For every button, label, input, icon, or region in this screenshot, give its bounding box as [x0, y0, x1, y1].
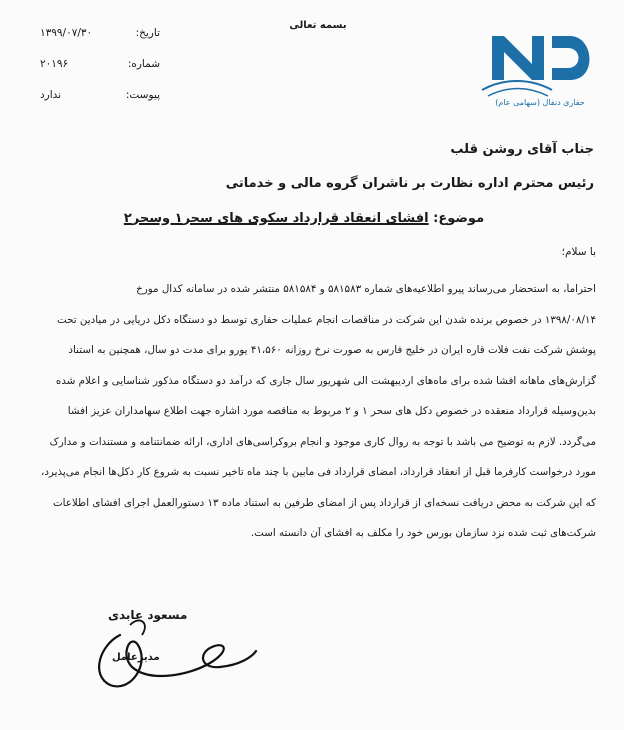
- signatory-name: مسعود عابدی: [108, 608, 188, 622]
- handwritten-signature: [80, 605, 260, 700]
- body-line: پوشش شرکت نفت فلات قاره ایران در خلیج فارس به صورت نرخ روزانه ۴۱،۵۶۰ یورو برای مدت دو سال، همچنین به استناد: [68, 344, 596, 356]
- body-line: مورد درخواست کارفرما قبل از انعقاد قرارداد، امضای قرارداد فی مابین با چند ماه تاخیر نسبت به شروع کار دکل‌ها انجام می‌پذیرد،: [41, 466, 596, 478]
- salutation: با سلام؛: [561, 246, 596, 258]
- logo-caption: حفاری دنفال (سهامی عام): [495, 98, 585, 107]
- body-line: می‌گردد. لازم به توضیح می باشد با توجه به روال کاری موجود و انجام بروکراسی‌های اداری، ارائه ضمانتنامه و مستندات و مدارک: [49, 435, 596, 448]
- letter-body: [22, 283, 596, 558]
- addressee-name: جناب آقای روشن قلب: [450, 142, 594, 157]
- subject-label: موضوع:: [433, 211, 485, 226]
- body-line: ۱۳۹۸/۰۸/۱۴ در خصوص برنده شدن این شرکت در مناقصات انجام عملیات حفاری توسط دو دستگاه دکل دریایی در میادین تحت: [57, 313, 596, 326]
- subject-text: افشای انعقاد قرارداد سکوی های سحر۱ وسحر۲: [123, 211, 429, 226]
- addressee-title: رئیس محترم اداره نظارت بر ناشران گروه مالی و خدماتی: [225, 176, 594, 191]
- meta-label: تاریخ:: [135, 27, 160, 39]
- body-line: که این شرکت به محض دریافت نسخه‌ای از قرارداد پس از امضای طرفین به استناد ماده ۱۳ دستورالعمل اجرای افشای اطلاعات: [52, 496, 596, 509]
- meta-label: شماره:: [127, 58, 160, 70]
- body-line: بدین‌وسیله قرارداد منعقده در خصوص دکل های سحر ۱ و ۲ مربوط به مناقصه مورد اشاره جهت اطلاع سهامداران عزیز افشا: [67, 405, 596, 417]
- letter-meta: [40, 26, 160, 119]
- meta-attachment: [40, 88, 160, 119]
- subject-line: [94, 211, 514, 226]
- signatory-title: مدیرعامل: [112, 652, 160, 663]
- body-line: شرکت‌های ثبت شده نزد سازمان بورس خود را مکلف به افشای آن دانسته است.: [250, 527, 596, 539]
- basmala: بسمه تعالی: [289, 20, 347, 31]
- meta-label: پیوست:: [125, 89, 160, 101]
- meta-value: ۱۳۹۹/۰۷/۳۰: [40, 27, 93, 39]
- meta-value: ندارد: [40, 89, 62, 101]
- meta-date: [40, 26, 160, 57]
- meta-value: ۲۰۱۹۶: [40, 58, 69, 70]
- meta-number: [40, 57, 160, 88]
- body-line: احتراماً، به استحضار می‌رساند پیرو اطلاعیه‌های شماره ۵۸۱۵۸۳ و ۵۸۱۵۸۴ منتشر شده در سامانه کدال مورخ: [136, 283, 596, 295]
- body-line: گزارش‌های ماهانه افشا شده برای ماه‌های اردیبهشت الی شهریور سال جاری که درآمد دو دستگاه مذکور شناسایی و اعلام شده: [55, 374, 596, 387]
